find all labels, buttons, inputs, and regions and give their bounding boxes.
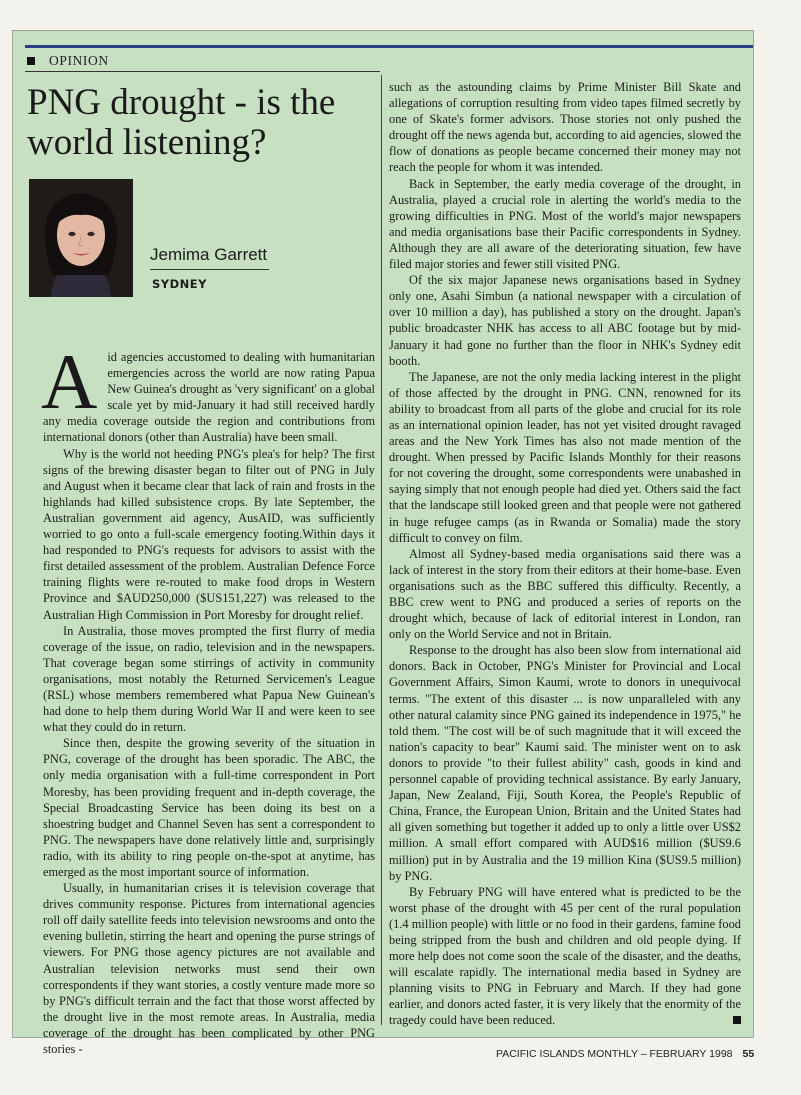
section-rule (25, 71, 380, 72)
publication-line: PACIFIC ISLANDS MONTHLY – FEBRUARY 1998 (496, 1048, 733, 1060)
article-paragraph: The Japanese, are not the only media lacking interest in the plight of those affected by the drought in PNG. CNN, renowned for its ability to broadcast from all parts of the globe and crucial for its role as an international opinion leader, has not yet visited drought ravaged areas and the New York Times has also not made mention of the drought. When pressed by Pacific Islands Monthly for their reasons for not covering the drought, some correspondents were unabashed in saying simply that not enough people had died yet. Others said the fact that the landscape still looked green and that people were not gathered in huge refugee camps (as in Rwanda or Somalia) made the story difficult to convey on film. (389, 369, 741, 545)
author-portrait-icon (29, 179, 133, 297)
author-photo (29, 179, 133, 297)
article-paragraph: Since then, despite the growing severity of the situation in PNG, coverage of the drought has been sporadic. The ABC, the only media organisation with a full-time correspondent in Port Moresby, has been providing frequent and in-depth coverage, the Special Broadcasting Service has been doing its best on a shoestring budget and Channel Seven has sent a correspondent to PNG. The newspapers have done relatively little and, surprisingly radio, with its ability to ring people on-the-spot at anytime, has emerged as the most important source of information. (43, 736, 375, 879)
article-paragraph: Back in September, the early media coverage of the drought, in Australia, played a crucial role in alerting the world's media to the growing difficulties in PNG. Most of the world's major newspapers and media organisations base their Pacific correspondents in Sydney. Although they are all aware of the deteriorating situation, few have filed major stories and fewer still visited PNG. (389, 176, 741, 272)
article-paragraph: Aid agencies accustomed to dealing with humanitarian emergencies across the world are now rating Papua New Guinea's drought as 'very significant' on a global scale yet by mid-January it had still received hardly any media coverage outside the region and contributions from international donors (other than Australia) have been small. (41, 338, 375, 445)
end-mark-icon (733, 1016, 741, 1024)
article-paragraph: By February PNG will have entered what is predicted to be the worst phase of the drought with 45 per cent of the rural population (1.4 million people) with little or no food in their gardens, famine food being stripped from the bush and children and old people dying. If more help does not come soon the scale of the disaster, and the deaths, will escalate rapidly. The international media based in Sydney are planning visits to PNG in February and March. If they had gone earlier, and donors acted faster, it is very likely that the enormity of the tragedy could have been reduced. (389, 884, 741, 1028)
article-paragraph: Almost all Sydney-based media organisations said there was a lack of interest in the story from their editors at their home-base. Even organisations such as the BBC suffered this difficulty. Recently, a BBC crew went to PNG and produced a series of reports on the drought which, because of lack of editorial interest in London, ran only on the World Service and not in Britain. (389, 546, 741, 642)
byline-location: SYDNEY (152, 277, 207, 291)
article-paragraph: Usually, in humanitarian crises it is television coverage that drives community response. Pictures from international agencies roll off daily satellite feeds into television newsrooms and onto the evening bulletin, stirring the heart and opening the purse strings of viewers. For PNG those agency pictures are not available and Australian television networks must send their own correspondents if they want stories, a costly venture made more so by PNG's difficult terrain and the fact that those worst affected by the drought live in the most remote areas. In Australia, media coverage of the drought has been complicated by other PNG stories - (43, 881, 375, 1057)
top-rule (25, 45, 753, 48)
article-paragraph: Why is the world not heeding PNG's plea's for help? The first signs of the brewing disaster began to filter out of PNG in July and August when it became clear that lack of rain and frosts in the highlands had killed subsistence crops. By late September, the Australian government aid agency, AusAID, was sufficiently worried to go onto a full-scale emergency footing.Within days it had responded to PNG's requests for advisors to assist with the first detailed assessment of the problem. Australian Defence Force training flights were re-routed to make food drops in Western Province and $AUD250,000 ($US151,227) was released to the Australian High Commission in Port Moresby for drought relief. (43, 446, 375, 622)
left-column (41, 338, 375, 1057)
section-label-text: OPINION (49, 53, 109, 68)
article-paragraph: In Australia, those moves prompted the first flurry of media coverage of the issue, on radio, television and in the newspapers. That coverage began some stirrings of activity in community organisations, most notably the Returned Servicemen's League (RSL) whose members remembered what Papua New Guinean's had done to help them during World War II and were keen to see what they could do in return. (43, 623, 375, 735)
section-label (27, 53, 109, 69)
byline-rule (150, 269, 269, 270)
right-column (389, 79, 741, 1029)
page-footer (496, 1048, 754, 1060)
headline: PNG drought - is the world listening? (27, 82, 336, 163)
byline-name: Jemima Garrett (150, 245, 268, 264)
article-paragraph: such as the astounding claims by Prime Minister Bill Skate and allegations of corruption resulting from video tapes filmed secretly by one of Skate's former advisors. Those stories not only pushed the drought off the news agenda but, according to aid agencies, slowed the flow of donations as people became concerned their money may not reach the people for whom it was intended. (389, 80, 741, 175)
square-bullet-icon (27, 57, 35, 65)
page-number: 55 (742, 1048, 755, 1060)
column-divider (381, 75, 382, 1025)
article-paragraph: Response to the drought has also been slow from international aid donors. Back in October, PNG's Minister for Provincial and Local Government Affairs, Simon Kaumi, wrote to donors in unequivocal terms. "The extent of this disaster ... is now unparalleled with any other natural calamity since PNG gained its independence in 1975," he told them. "The cost will be of such magnitude that it will exceed the nation's capacity to bear" Kaumi said. The minister went on to ask donors to provide "to their fullest ability" cash, goods in kind and personnel capable of providing technical assistance. By early January, Japan, New Zealand, Fiji, South Korea, the People's Republic of China, France, the European Union, Britain and the United States had all given something but together it added up to only a little over US$2 million. A small effort compared with AUD$16 million ($US9.6 million) put in by Australia and the 19 million Kina ($US9.5 million) by PNG. (389, 643, 741, 883)
drop-cap: A (41, 338, 98, 425)
article-paragraph: Of the six major Japanese news organisations based in Sydney only one, Asahi Simbun (a national newspaper with a circulation of over 10 million a day), has published a story on the drought. Japan's public broadcaster NHK has access to all ABC footage but by mid-January it had gone no further than the floor in NHK's Sydney edit booth. (389, 273, 741, 368)
